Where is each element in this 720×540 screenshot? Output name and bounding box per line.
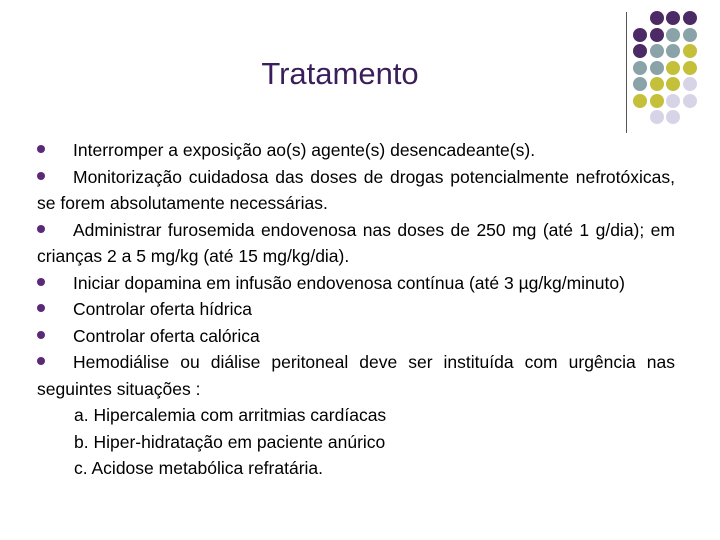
decorative-dot <box>650 44 664 58</box>
decorative-dot <box>683 44 697 58</box>
sub-item: b. Hiper-hidratação em paciente anúrico <box>74 431 386 452</box>
decorative-dot <box>650 110 664 124</box>
list-item: Controlar oferta hídrica <box>37 296 675 323</box>
decorative-dot <box>633 28 647 42</box>
slide-title: Tratamento <box>261 56 419 91</box>
decorative-dot <box>666 11 680 25</box>
list-item: Hemodiálise ou diálise peritoneal deve ser instituída com urgência nas seguintes situações : <box>37 352 675 399</box>
decorative-dot <box>650 61 664 75</box>
divider-line <box>626 12 627 133</box>
decorative-dot <box>633 77 647 91</box>
decorative-dot <box>683 28 697 42</box>
bullet-icon <box>37 145 45 153</box>
decorative-dot <box>650 28 664 42</box>
decorative-dot <box>633 61 647 75</box>
list-item: Interromper a exposição ao(s) agente(s) desencadeante(s). <box>37 137 675 164</box>
bullet-icon <box>37 278 45 286</box>
bullet-list <box>37 137 675 482</box>
decorative-dot <box>633 94 647 108</box>
decorative-dot <box>683 11 697 25</box>
list-item: Monitorização cuidadosa das doses de drogas potencialmente nefrotóxicas, se forem absolutamente necessárias. <box>37 166 675 213</box>
decorative-dot <box>633 44 647 58</box>
bullet-icon <box>37 331 45 339</box>
list-item: Administrar furosemida endovenosa nas doses de 250 mg (até 1 g/dia); em crianças 2 a 5 mg/kg (até 15 mg/kg/dia). <box>37 219 675 266</box>
decorative-dot <box>650 94 664 108</box>
decorative-dot <box>666 44 680 58</box>
list-item: Iniciar dopamina em infusão endovenosa contínua (até 3 µg/kg/minuto) <box>37 270 675 297</box>
decorative-dot <box>683 94 697 108</box>
decorative-dot <box>666 110 680 124</box>
bullet-icon <box>37 172 45 180</box>
list-item: Controlar oferta calórica <box>37 323 675 350</box>
decorative-dot <box>666 28 680 42</box>
decorative-dot <box>683 77 697 91</box>
decorative-dot <box>683 61 697 75</box>
decorative-dot <box>650 11 664 25</box>
bullet-icon <box>37 304 45 312</box>
decorative-dot <box>666 94 680 108</box>
sub-item: a. Hipercalemia com arritmias cardíacas <box>74 405 387 425</box>
decorative-dot <box>650 77 664 91</box>
bullet-icon <box>37 225 45 233</box>
decorative-dot <box>666 77 680 91</box>
decorative-dot <box>666 61 680 75</box>
bullet-icon <box>37 357 45 365</box>
sub-item: c. Acidose metabólica refratária. <box>74 458 324 478</box>
